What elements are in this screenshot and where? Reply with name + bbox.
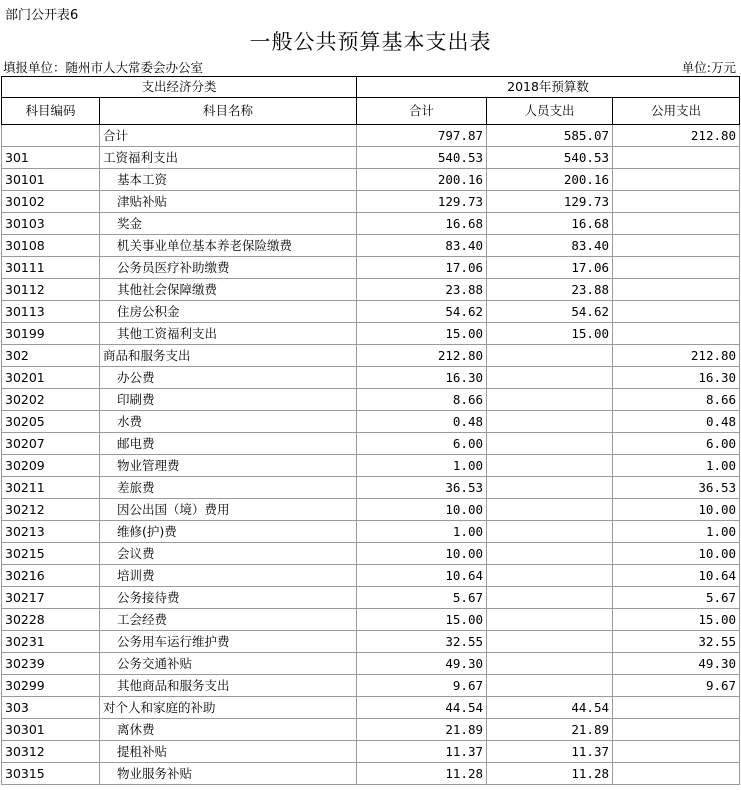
cell-total[interactable]: 1.00 <box>357 521 487 543</box>
cell-total[interactable]: 16.68 <box>357 213 487 235</box>
cell-total[interactable]: 129.73 <box>357 191 487 213</box>
cell-public[interactable]: 1.00 <box>613 455 740 477</box>
cell-total[interactable]: 17.06 <box>357 257 487 279</box>
cell-personnel[interactable]: 129.73 <box>487 191 613 213</box>
cell-personnel[interactable] <box>487 433 613 455</box>
cell-total[interactable]: 11.28 <box>357 763 487 785</box>
cell-name[interactable]: 物业服务补贴 <box>100 763 357 785</box>
cell-public[interactable] <box>613 301 740 323</box>
table-body <box>2 125 740 785</box>
cell-name[interactable]: 津贴补贴 <box>100 191 357 213</box>
table-row <box>2 257 740 279</box>
cell-code[interactable]: 301 <box>2 147 100 169</box>
table-row <box>2 345 740 367</box>
cell-name[interactable]: 对个人和家庭的补助 <box>100 697 357 719</box>
cell-name[interactable]: 公务用车运行维护费 <box>100 631 357 653</box>
cell-public[interactable]: 10.64 <box>613 565 740 587</box>
table-row <box>2 653 740 675</box>
cell-public[interactable] <box>613 323 740 345</box>
table-row <box>2 323 740 345</box>
table-row <box>2 543 740 565</box>
cell-personnel[interactable]: 11.28 <box>487 763 613 785</box>
cell-personnel[interactable] <box>487 565 613 587</box>
table-row <box>2 763 740 785</box>
cell-name[interactable]: 公务员医疗补助缴费 <box>100 257 357 279</box>
cell-personnel[interactable] <box>487 543 613 565</box>
cell-code[interactable]: 30202 <box>2 389 100 411</box>
cell-public[interactable]: 212.80 <box>613 345 740 367</box>
cell-personnel[interactable]: 540.53 <box>487 147 613 169</box>
cell-public[interactable] <box>613 279 740 301</box>
cell-public[interactable]: 9.67 <box>613 675 740 697</box>
cell-total[interactable]: 15.00 <box>357 609 487 631</box>
table-row <box>2 675 740 697</box>
cell-total[interactable]: 10.00 <box>357 499 487 521</box>
budget-table <box>1 76 740 785</box>
cell-name[interactable]: 差旅费 <box>100 477 357 499</box>
cell-name[interactable]: 因公出国（境）费用 <box>100 499 357 521</box>
cell-public[interactable]: 5.67 <box>613 587 740 609</box>
cell-code[interactable]: 30207 <box>2 433 100 455</box>
cell-code[interactable]: 30205 <box>2 411 100 433</box>
table-row <box>2 719 740 741</box>
cell-personnel[interactable] <box>487 653 613 675</box>
cell-public[interactable] <box>613 763 740 785</box>
table-row <box>2 125 740 147</box>
cell-total[interactable]: 49.30 <box>357 653 487 675</box>
cell-personnel[interactable] <box>487 609 613 631</box>
cell-total[interactable]: 10.64 <box>357 565 487 587</box>
table-row <box>2 697 740 719</box>
cell-code[interactable]: 30199 <box>2 323 100 345</box>
cell-code[interactable] <box>2 125 100 147</box>
header-economic-class[interactable]: 支出经济分类 <box>2 77 357 98</box>
cell-personnel[interactable] <box>487 389 613 411</box>
cell-personnel[interactable]: 21.89 <box>487 719 613 741</box>
cell-total[interactable]: 23.88 <box>357 279 487 301</box>
cell-name[interactable]: 水费 <box>100 411 357 433</box>
cell-name[interactable]: 基本工资 <box>100 169 357 191</box>
cell-total[interactable]: 200.16 <box>357 169 487 191</box>
cell-code[interactable]: 30228 <box>2 609 100 631</box>
cell-name[interactable]: 办公费 <box>100 367 357 389</box>
cell-personnel[interactable]: 200.16 <box>487 169 613 191</box>
cell-personnel[interactable]: 44.54 <box>487 697 613 719</box>
cell-code[interactable]: 30216 <box>2 565 100 587</box>
cell-total[interactable]: 44.54 <box>357 697 487 719</box>
cell-code[interactable]: 30231 <box>2 631 100 653</box>
cell-code[interactable]: 30113 <box>2 301 100 323</box>
header-public[interactable]: 公用支出 <box>613 98 740 125</box>
cell-code[interactable]: 30299 <box>2 675 100 697</box>
header-personnel[interactable]: 人员支出 <box>487 98 613 125</box>
cell-total[interactable]: 212.80 <box>357 345 487 367</box>
cell-code[interactable]: 30315 <box>2 763 100 785</box>
cell-personnel[interactable] <box>487 411 613 433</box>
cell-public[interactable]: 10.00 <box>613 499 740 521</box>
cell-code[interactable]: 30211 <box>2 477 100 499</box>
cell-name[interactable]: 其他商品和服务支出 <box>100 675 357 697</box>
cell-total[interactable]: 797.87 <box>357 125 487 147</box>
table-row <box>2 587 740 609</box>
cell-code[interactable]: 30108 <box>2 235 100 257</box>
cell-name[interactable]: 其他社会保障缴费 <box>100 279 357 301</box>
table-row <box>2 433 740 455</box>
table-row <box>2 565 740 587</box>
cell-total[interactable]: 10.00 <box>357 543 487 565</box>
cell-code[interactable]: 30239 <box>2 653 100 675</box>
table-row <box>2 191 740 213</box>
cell-public[interactable]: 16.30 <box>613 367 740 389</box>
cell-total[interactable]: 9.67 <box>357 675 487 697</box>
cell-code[interactable]: 30102 <box>2 191 100 213</box>
cell-public[interactable]: 1.00 <box>613 521 740 543</box>
table-row <box>2 741 740 763</box>
table-row <box>2 521 740 543</box>
cell-code[interactable]: 30111 <box>2 257 100 279</box>
cell-public[interactable] <box>613 169 740 191</box>
cell-total[interactable]: 83.40 <box>357 235 487 257</box>
cell-personnel[interactable] <box>487 499 613 521</box>
cell-name[interactable]: 工会经费 <box>100 609 357 631</box>
cell-personnel[interactable]: 54.62 <box>487 301 613 323</box>
cell-code[interactable]: 30212 <box>2 499 100 521</box>
cell-total[interactable]: 16.30 <box>357 367 487 389</box>
cell-personnel[interactable] <box>487 345 613 367</box>
cell-personnel[interactable]: 585.07 <box>487 125 613 147</box>
cell-code[interactable]: 30217 <box>2 587 100 609</box>
cell-code[interactable]: 30209 <box>2 455 100 477</box>
cell-public[interactable] <box>613 719 740 741</box>
cell-total[interactable]: 0.48 <box>357 411 487 433</box>
cell-personnel[interactable]: 16.68 <box>487 213 613 235</box>
cell-name[interactable]: 培训费 <box>100 565 357 587</box>
cell-name[interactable]: 提租补贴 <box>100 741 357 763</box>
cell-public[interactable]: 10.00 <box>613 543 740 565</box>
cell-code[interactable]: 30213 <box>2 521 100 543</box>
cell-name[interactable]: 公务交通补贴 <box>100 653 357 675</box>
cell-total[interactable]: 6.00 <box>357 433 487 455</box>
unit-label: 单位:万元 <box>681 60 736 75</box>
cell-name[interactable]: 工资福利支出 <box>100 147 357 169</box>
cell-total[interactable]: 21.89 <box>357 719 487 741</box>
cell-total[interactable]: 54.62 <box>357 301 487 323</box>
sheet-label: 部门公开表6 <box>5 8 79 23</box>
cell-total[interactable]: 15.00 <box>357 323 487 345</box>
cell-total[interactable]: 1.00 <box>357 455 487 477</box>
cell-personnel[interactable] <box>487 675 613 697</box>
cell-code[interactable]: 302 <box>2 345 100 367</box>
cell-code[interactable]: 30312 <box>2 741 100 763</box>
table-row <box>2 389 740 411</box>
cell-public[interactable]: 6.00 <box>613 433 740 455</box>
cell-public[interactable] <box>613 213 740 235</box>
table-row <box>2 213 740 235</box>
cell-total[interactable]: 36.53 <box>357 477 487 499</box>
cell-personnel[interactable]: 17.06 <box>487 257 613 279</box>
header-row-group <box>2 77 740 98</box>
cell-name[interactable]: 机关事业单位基本养老保险缴费 <box>100 235 357 257</box>
cell-public[interactable]: 0.48 <box>613 411 740 433</box>
cell-public[interactable] <box>613 147 740 169</box>
cell-name[interactable]: 住房公积金 <box>100 301 357 323</box>
cell-total[interactable]: 540.53 <box>357 147 487 169</box>
cell-total[interactable]: 8.66 <box>357 389 487 411</box>
cell-personnel[interactable] <box>487 521 613 543</box>
cell-code[interactable]: 30201 <box>2 367 100 389</box>
table-row <box>2 411 740 433</box>
cell-code[interactable]: 30112 <box>2 279 100 301</box>
cell-name[interactable]: 公务接待费 <box>100 587 357 609</box>
cell-total[interactable]: 32.55 <box>357 631 487 653</box>
cell-name[interactable]: 会议费 <box>100 543 357 565</box>
cell-name[interactable]: 商品和服务支出 <box>100 345 357 367</box>
table-row <box>2 367 740 389</box>
cell-personnel[interactable]: 23.88 <box>487 279 613 301</box>
header-budget-year[interactable]: 2018年预算数 <box>357 77 740 98</box>
cell-total[interactable]: 5.67 <box>357 587 487 609</box>
cell-name[interactable]: 奖金 <box>100 213 357 235</box>
cell-public[interactable]: 8.66 <box>613 389 740 411</box>
cell-public[interactable]: 32.55 <box>613 631 740 653</box>
cell-code[interactable]: 303 <box>2 697 100 719</box>
cell-personnel[interactable]: 83.40 <box>487 235 613 257</box>
table-row <box>2 477 740 499</box>
cell-name[interactable]: 离休费 <box>100 719 357 741</box>
cell-public[interactable]: 36.53 <box>613 477 740 499</box>
header-code[interactable]: 科目编码 <box>2 98 100 125</box>
cell-code[interactable]: 30301 <box>2 719 100 741</box>
filing-unit: 填报单位：随州市人大常委会办公室 <box>3 60 204 75</box>
cell-name[interactable]: 邮电费 <box>100 433 357 455</box>
cell-public[interactable] <box>613 191 740 213</box>
cell-personnel[interactable]: 15.00 <box>487 323 613 345</box>
cell-public[interactable] <box>613 235 740 257</box>
cell-personnel[interactable]: 11.37 <box>487 741 613 763</box>
table-row <box>2 147 740 169</box>
table-row <box>2 301 740 323</box>
cell-personnel[interactable] <box>487 631 613 653</box>
table-row <box>2 455 740 477</box>
cell-name[interactable]: 合计 <box>100 125 357 147</box>
cell-public[interactable] <box>613 697 740 719</box>
header-row-columns <box>2 98 740 125</box>
table-row <box>2 499 740 521</box>
cell-public[interactable]: 49.30 <box>613 653 740 675</box>
table-row <box>2 631 740 653</box>
cell-code[interactable]: 30101 <box>2 169 100 191</box>
cell-public[interactable] <box>613 741 740 763</box>
cell-name[interactable]: 维修(护)费 <box>100 521 357 543</box>
header-name[interactable]: 科目名称 <box>100 98 357 125</box>
table-row <box>2 235 740 257</box>
cell-public[interactable] <box>613 257 740 279</box>
cell-public[interactable]: 15.00 <box>613 609 740 631</box>
cell-name[interactable]: 其他工资福利支出 <box>100 323 357 345</box>
cell-personnel[interactable] <box>487 455 613 477</box>
cell-public[interactable]: 212.80 <box>613 125 740 147</box>
table-row <box>2 279 740 301</box>
cell-name[interactable]: 物业管理费 <box>100 455 357 477</box>
table-row <box>2 609 740 631</box>
cell-code[interactable]: 30103 <box>2 213 100 235</box>
header-total[interactable]: 合计 <box>357 98 487 125</box>
cell-code[interactable]: 30215 <box>2 543 100 565</box>
cell-personnel[interactable] <box>487 367 613 389</box>
cell-name[interactable]: 印刷费 <box>100 389 357 411</box>
cell-total[interactable]: 11.37 <box>357 741 487 763</box>
cell-personnel[interactable] <box>487 587 613 609</box>
table-row <box>2 169 740 191</box>
page-title: 一般公共预算基本支出表 <box>249 30 492 54</box>
cell-personnel[interactable] <box>487 477 613 499</box>
